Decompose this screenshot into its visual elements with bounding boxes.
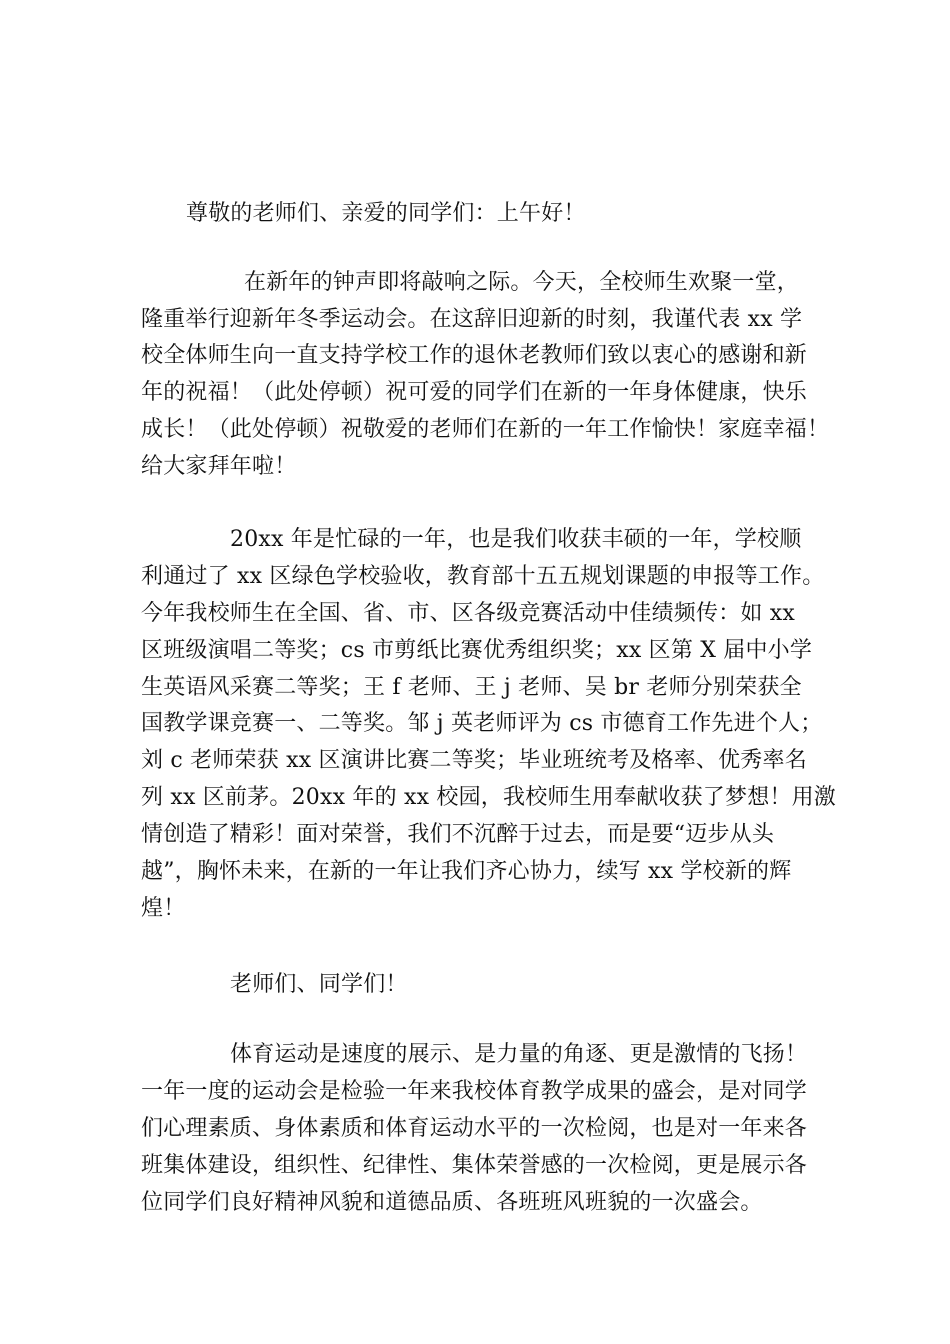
paragraph3-line-3: 们心理素质、身体素质和体育运动水平的一次检阅，也是对一年来各 (141, 1116, 808, 1141)
paragraph2-line-3: 今年我校师生在全国、省、市、区各级竞赛活动中佳绩频传：如 xx (141, 601, 796, 626)
paragraph1-line-1: 在新年的钟声即将敲响之际。今天，全校师生欢聚一堂， (244, 270, 800, 295)
paragraph2-line-2: 利通过了 xx 区绿色学校验收，教育部十五五规划课题的申报等工作。 (141, 564, 825, 589)
paragraph3-line-4: 班集体建设，组织性、纪律性、集体荣誉感的一次检阅，更是展示各 (141, 1153, 808, 1178)
paragraph2-line-11: 煌！ (141, 896, 186, 921)
paragraph3-line-1: 体育运动是速度的展示、是力量的角逐、更是激情的飞扬！ (230, 1042, 808, 1067)
paragraph1-line-3: 校全体师生向一直支持学校工作的退休老教师们致以衷心的感谢和新 (141, 343, 808, 368)
address-line: 老师们、同学们！ (230, 972, 408, 997)
paragraph2-line-8: 列 xx 区前茅。20xx 年的 xx 校园，我校师生用奉献收获了梦想！用激 (141, 785, 837, 810)
greeting-line: 尊敬的老师们、亲爱的同学们：上午好！ (186, 201, 586, 226)
paragraph1-line-2: 隆重举行迎新年冬季运动会。在这辞旧迎新的时刻，我谨代表 xx 学 (141, 307, 803, 332)
paragraph2-line-5: 生英语风采赛二等奖；王 f 老师、王 j 老师、吴 br 老师分别荣获全 (141, 675, 802, 700)
paragraph2-line-4: 区班级演唱二等奖；cs 市剪纸比赛优秀组织奖；xx 区第 X 届中小学 (141, 638, 813, 663)
paragraph1-line-5: 成长！（此处停顿）祝敬爱的老师们在新的一年工作愉快！家庭幸福！ (141, 417, 830, 442)
paragraph2-line-1: 20xx 年是忙碌的一年，也是我们收获丰硕的一年，学校顺 (230, 527, 802, 552)
paragraph3-line-5: 位同学们良好精神风貌和道德品质、各班班风班貌的一次盛会。 (141, 1190, 763, 1215)
paragraph3-line-2: 一年一度的运动会是检验一年来我校体育教学成果的盛会，是对同学 (141, 1079, 808, 1104)
paragraph1-line-6: 给大家拜年啦！ (141, 454, 297, 479)
paragraph2-line-6: 国教学课竞赛一、二等奖。邹 j 英老师评为 cs 市德育工作先进个人； (141, 711, 823, 736)
paragraph2-line-10: 越”，胸怀未来，在新的一年让我们齐心协力，续写 xx 学校新的辉 (141, 859, 792, 884)
paragraph2-line-9: 情创造了精彩！面对荣誉，我们不沉醉于过去，而是要“迈步从头 (141, 822, 775, 847)
paragraph2-line-7: 刘 c 老师荣获 xx 区演讲比赛二等奖；毕业班统考及格率、优秀率名 (141, 748, 807, 773)
paragraph1-line-4: 年的祝福！（此处停顿）祝可爱的同学们在新的一年身体健康，快乐 (141, 380, 808, 405)
